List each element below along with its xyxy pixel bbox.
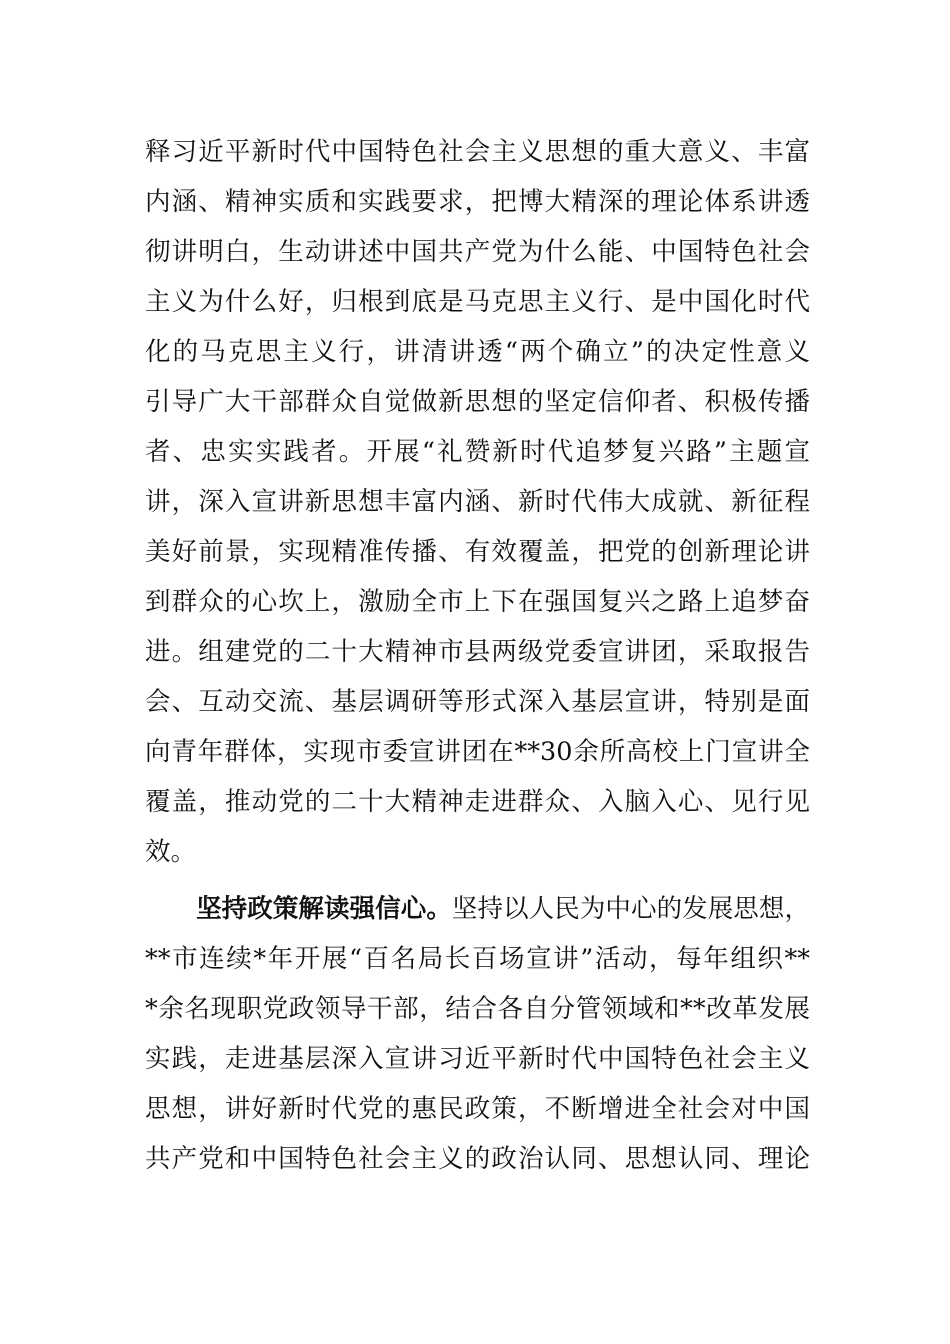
- text-line: 彻讲明白，生动讲述中国共产党为什么能、中国特色社会: [145, 237, 810, 267]
- text-line-rest: 坚持以人民为中心的发展思想，: [451, 894, 810, 924]
- text-line: 向青年群体，实现市委宣讲团在**30余所高校上门宣讲全: [145, 737, 810, 767]
- text-line: 思想，讲好新时代党的惠民政策，不断增进全社会对中国: [145, 1094, 810, 1124]
- text-line: 者、忠实实践者。开展“礼赞新时代追梦复兴路”主题宣: [145, 437, 810, 467]
- paragraph-body-2: [145, 884, 810, 1184]
- text-line: 效。: [145, 837, 197, 867]
- text-line: 美好前景，实现精准传播、有效覆盖，把党的创新理论讲: [145, 537, 810, 567]
- text-line: 讲，深入宣讲新思想丰富内涵、新时代伟大成就、新征程: [145, 487, 810, 517]
- text-line: **市连续*年开展“百名局长百场宣讲”活动，每年组织**: [145, 944, 810, 974]
- text-line: 化的马克思主义行，讲清讲透“两个确立”的决定性意义: [145, 337, 810, 367]
- text-line: 进。组建党的二十大精神市县两级党委宣讲团，采取报告: [145, 637, 810, 667]
- text-line: 到群众的心坎上，激励全市上下在强国复兴之路上追梦奋: [145, 587, 810, 617]
- text-line: *余名现职党政领导干部，结合各自分管领域和**改革发展: [145, 994, 810, 1024]
- text-line: 释习近平新时代中国特色社会主义思想的重大意义、丰富: [145, 137, 810, 167]
- text-line: 实践，走进基层深入宣讲习近平新时代中国特色社会主义: [145, 1044, 810, 1074]
- text-line: 会、互动交流、基层调研等形式深入基层宣讲，特别是面: [145, 687, 810, 717]
- text-line: 主义为什么好，归根到底是马克思主义行、是中国化时代: [145, 287, 810, 317]
- text-line: 覆盖，推动党的二十大精神走进群众、入脑入心、见行见: [145, 787, 810, 817]
- paragraph-body-1: [145, 127, 810, 877]
- text-line: 共产党和中国特色社会主义的政治认同、思想认同、理论: [145, 1144, 810, 1174]
- paragraph-heading: 坚持政策解读强信心。: [196, 894, 452, 924]
- text-line: 内涵、精神实质和实践要求，把博大精深的理论体系讲透: [145, 187, 810, 217]
- text-line-first: [145, 884, 810, 934]
- text-line: 引导广大干部群众自觉做新思想的坚定信仰者、积极传播: [145, 387, 810, 417]
